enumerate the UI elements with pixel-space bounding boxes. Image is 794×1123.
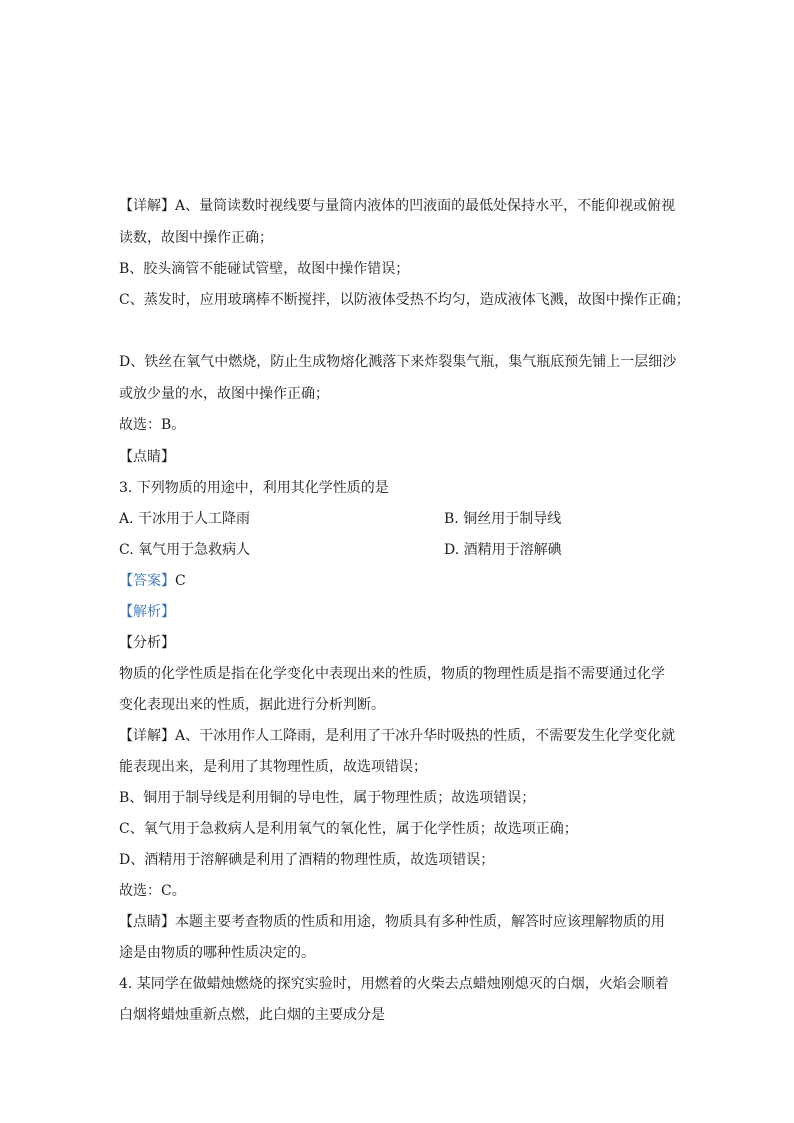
q2-detail-a-line1 <box>119 196 675 216</box>
q4-stem-line2: 白烟将蜡烛重新点燃，此白烟的主要成分是 <box>119 1007 385 1023</box>
q3-analyze-label: 【分析】 <box>119 635 175 651</box>
q3-option-d: D. 酒精用于溶解碘 <box>444 542 562 558</box>
q3-stem: 3. 下列物质的用途中，利用其化学性质的是 <box>119 480 389 496</box>
q3-detail-b: B、铜用于制导线是利用铜的导电性，属于物理性质；故选项错误； <box>119 790 536 806</box>
q3-detail-a-text: A、干冰用作人工降雨，是利用了干冰升华时吸热的性质，不需要发生化学变化就 <box>175 728 676 744</box>
q2-detail-d-line1: D、铁丝在氧气中燃烧，防止生成物熔化溅落下来炸裂集气瓶，集气瓶底预先铺上一层细沙 <box>119 354 677 370</box>
q2-detail-a-line2: 读数，故图中操作正确； <box>119 230 273 246</box>
q2-comment-label: 【点睛】 <box>119 449 175 465</box>
q3-option-a: A. 干冰用于人工降雨 <box>119 511 251 527</box>
q3-analyze-line2: 变化表现出来的性质，据此进行分析判断。 <box>119 697 385 713</box>
q3-comment-line1 <box>119 912 665 932</box>
q3-answer <box>119 571 186 591</box>
q2-detail-d-line2: 或放少量的水，故图中操作正确； <box>119 386 329 402</box>
q3-comment-label: 【点睛】 <box>119 914 175 930</box>
q3-options-row1 <box>119 509 684 529</box>
q3-option-c: C. 氧气用于急救病人 <box>119 542 251 558</box>
q2-choose: 故选：B。 <box>119 417 186 433</box>
q3-analysis-label: 【解析】 <box>119 604 175 620</box>
q2-detail-label: 【详解】 <box>119 198 175 214</box>
q2-detail-a-text: A、量筒读数时视线要与量筒内液体的凹液面的最低处保持水平，不能仰视或俯视 <box>175 198 676 214</box>
q3-detail-a-line2: 能表现出来，是利用了其物理性质，故选项错误； <box>119 759 427 775</box>
q3-detail-label: 【详解】 <box>119 728 175 744</box>
q3-choose: 故选：C。 <box>119 883 186 899</box>
q3-answer-value: C <box>175 573 186 589</box>
q3-analyze-line1: 物质的化学性质是指在化学变化中表现出来的性质，物质的物理性质是指不需要通过化学 <box>119 666 665 682</box>
q2-detail-b: B、胶头滴管不能碰试管壁，故图中操作错误； <box>119 261 410 277</box>
q3-options-row2 <box>119 540 684 560</box>
q3-option-b: B. 铜丝用于制导线 <box>444 511 562 527</box>
q2-detail-c: C、蒸发时，应用玻璃棒不断搅拌，以防液体受热不均匀，造成液体飞溅，故图中操作正确； <box>119 292 690 308</box>
q3-comment-line2: 途是由物质的哪种性质决定的。 <box>119 945 315 961</box>
q3-detail-d: D、酒精用于溶解碘是利用了酒精的物理性质，故选项错误； <box>119 852 495 868</box>
q3-answer-label: 【答案】 <box>119 573 175 589</box>
q3-detail-a-line1 <box>119 726 675 746</box>
q4-stem-line1: 4. 某同学在做蜡烛燃烧的探究实验时，用燃着的火柴去点蜡烛刚熄灭的白烟，火焰会顺着 <box>119 976 669 992</box>
q3-detail-c: C、氧气用于急救病人是利用氧气的氧化性，属于化学性质；故选项正确； <box>119 821 578 837</box>
q3-comment-text: 本题主要考查物质的性质和用途，物质具有多种性质，解答时应该理解物质的用 <box>175 914 665 930</box>
